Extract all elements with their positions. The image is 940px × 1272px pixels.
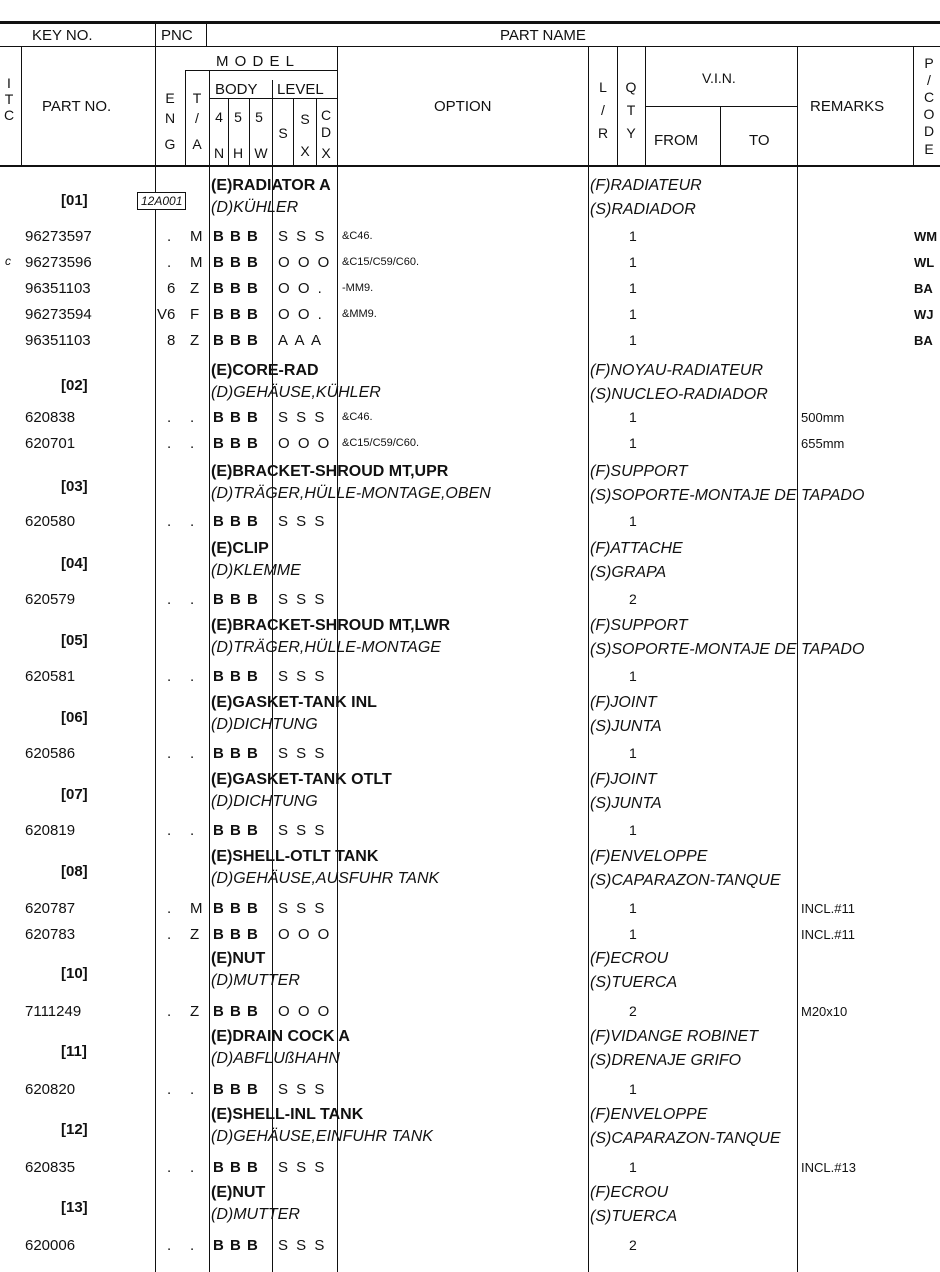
part-name-english: (E)SHELL-INL TANK [211, 1106, 364, 1123]
part-name-german: (D)GEHÄUSE,AUSFUHR TANK [211, 870, 440, 887]
eng-code: . [167, 745, 172, 762]
part-name-french: (F)ATTACHE [590, 540, 683, 557]
header-level-cdx-3: X [321, 145, 331, 161]
body-codes: B B B [213, 280, 259, 297]
part-name-german: (D)KLEMME [211, 562, 301, 579]
remarks: INCL.#13 [801, 1160, 856, 1175]
vline-level-2 [316, 98, 317, 165]
level-codes: S S S [278, 1081, 327, 1098]
ta-code: F [190, 306, 200, 323]
option-code: &C46. [342, 411, 373, 423]
part-name-english: (E)DRAIN COCK A [211, 1028, 350, 1045]
level-codes: S S S [278, 1159, 327, 1176]
header-itc-1: I [7, 75, 11, 91]
part-name-german: (D)TRÄGER,HÜLLE-MONTAGE [211, 639, 441, 656]
p-code: WL [914, 255, 935, 270]
header-vin-from: FROM [654, 132, 699, 149]
vline-vin-remarks [797, 47, 798, 1272]
vline-body-1 [228, 98, 229, 165]
header-vin-to: TO [749, 132, 770, 149]
eng-code: . [167, 926, 172, 943]
remarks: INCL.#11 [801, 901, 855, 916]
eng-code: . [167, 668, 172, 685]
header-part-name: PART NAME [500, 27, 586, 44]
part-name-spanish: (S)DRENAJE GRIFO [590, 1052, 742, 1069]
quantity: 2 [629, 591, 637, 607]
part-name-english: (E)BRACKET-SHROUD MT,LWR [211, 617, 451, 634]
hline-model [185, 70, 337, 71]
quantity: 1 [629, 280, 637, 296]
part-name-spanish: (S)SOPORTE-MONTAJE DE TAPADO [590, 487, 865, 504]
remarks: INCL.#11 [801, 927, 855, 942]
part-number: 620579 [25, 591, 76, 608]
header-pnc: PNC [161, 27, 193, 44]
header-eng-2: N [164, 110, 176, 126]
header-level-s: S [278, 125, 288, 141]
quantity: 1 [629, 1159, 637, 1175]
part-name-english: (E)CLIP [211, 540, 269, 557]
group-key-no: [05] [61, 632, 88, 649]
option-code: &C15/C59/C60. [342, 256, 420, 268]
header-itc-2: T [4, 91, 14, 107]
quantity: 1 [629, 745, 637, 761]
body-codes: B B B [213, 1003, 259, 1020]
quantity: 1 [629, 254, 637, 270]
quantity: 1 [629, 668, 637, 684]
pnc-code-badge: 12A001 [137, 192, 186, 210]
body-codes: B B B [213, 513, 259, 530]
body-codes: B B B [213, 900, 259, 917]
option-code: -MM9. [342, 282, 374, 294]
eng-code: . [167, 1003, 172, 1020]
level-codes: S S S [278, 513, 327, 530]
eng-code: . [167, 228, 172, 245]
header-itc-3: C [3, 107, 15, 123]
header-body-n: N [213, 145, 225, 161]
eng-code: . [167, 254, 172, 271]
group-key-no: [13] [61, 1199, 88, 1216]
vline-option-lr [588, 47, 589, 1272]
group-key-no: [07] [61, 786, 88, 803]
part-name-french: (F)NOYAU-RADIATEUR [590, 362, 764, 379]
part-number: 96351103 [25, 280, 91, 297]
p-code: WM [914, 229, 938, 244]
p-code: BA [914, 333, 933, 348]
vline-itc [21, 47, 22, 165]
quantity: 1 [629, 900, 637, 916]
part-name-german: (D)TRÄGER,HÜLLE-MONTAGE,OBEN [211, 485, 491, 502]
part-number: 620820 [25, 1081, 76, 1098]
part-number: 620580 [25, 513, 76, 530]
quantity: 1 [629, 228, 637, 244]
group-key-no: [10] [61, 965, 88, 982]
part-name-english: (E)NUT [211, 950, 266, 967]
part-name-english: (E)SHELL-OTLT TANK [211, 848, 379, 865]
part-number: 620787 [25, 900, 76, 917]
eng-code: . [167, 1237, 172, 1254]
ta-code: Z [190, 1003, 200, 1020]
ta-code: Z [190, 332, 200, 349]
part-number: 96273596 [25, 254, 92, 271]
header-lr-2: / [601, 102, 605, 118]
body-codes: B B B [213, 254, 259, 271]
part-name-english: (E)RADIATOR A [211, 177, 331, 194]
remarks: 655mm [801, 436, 845, 451]
quantity: 2 [629, 1237, 637, 1253]
eng-code: . [167, 900, 172, 917]
level-codes: S S S [278, 1237, 327, 1254]
vline-body-level [272, 80, 273, 1272]
vline-pnc-left [155, 24, 156, 1272]
header-pcode-4: O [923, 106, 935, 122]
vline-eng-ta [185, 70, 186, 165]
header-pcode-3: C [923, 89, 935, 105]
vline-pnc-right [206, 24, 207, 47]
ta-code: . [190, 1081, 195, 1098]
group-key-no: [11] [61, 1043, 87, 1060]
eng-code: 8 [167, 332, 176, 349]
part-number: 96273594 [25, 306, 92, 323]
top-rule [0, 21, 940, 24]
header-model: M O D E L [216, 53, 296, 70]
part-name-spanish: (S)CAPARAZON-TANQUE [590, 1130, 781, 1147]
part-name-spanish: (S)CAPARAZON-TANQUE [590, 872, 781, 889]
ta-code: . [190, 745, 195, 762]
group-key-no: [08] [61, 863, 88, 880]
header-body: BODY [215, 81, 258, 98]
eng-code: . [167, 1159, 172, 1176]
header-pcode-2: / [927, 72, 931, 88]
vline-level-option [337, 47, 338, 1272]
body-codes: B B B [213, 1081, 259, 1098]
vline-remarks-pcode [913, 47, 914, 165]
part-number: 620838 [25, 409, 76, 426]
level-codes: S S S [278, 409, 327, 426]
itc-marker: c [5, 254, 11, 268]
part-number: 620586 [25, 745, 76, 762]
part-name-german: (D)KÜHLER [211, 199, 299, 216]
part-name-english: (E)BRACKET-SHROUD MT,UPR [211, 463, 449, 480]
header-level-cdx-1: C [320, 107, 332, 123]
body-codes: B B B [213, 332, 259, 349]
remarks: 500mm [801, 410, 845, 425]
body-codes: B B B [213, 668, 259, 685]
header-pcode-6: E [924, 141, 934, 157]
header-qty-2: T [626, 102, 636, 118]
group-key-no: [06] [61, 709, 88, 726]
header-body-h: H [232, 145, 244, 161]
part-name-spanish: (S)TUERCA [590, 1208, 678, 1225]
part-name-spanish: (S)SOPORTE-MONTAJE DE TAPADO [590, 641, 865, 658]
ta-code: . [190, 513, 195, 530]
part-name-german: (D)GEHÄUSE,EINFUHR TANK [211, 1128, 433, 1145]
header-level: LEVEL [277, 81, 324, 98]
part-number: 620783 [25, 926, 76, 943]
part-name-spanish: (S)TUERCA [590, 974, 678, 991]
p-code: WJ [914, 307, 934, 322]
option-code: &C15/C59/C60. [342, 437, 420, 449]
eng-code: . [167, 409, 172, 426]
part-name-spanish: (S)JUNTA [590, 795, 662, 812]
eng-code: . [167, 435, 172, 452]
part-name-french: (F)ECROU [590, 950, 669, 967]
part-name-german: (D)DICHTUNG [211, 716, 318, 733]
part-number: 7111249 [25, 1003, 82, 1020]
quantity: 1 [629, 513, 637, 529]
vline-body-2 [249, 98, 250, 165]
part-name-french: (F)SUPPORT [590, 617, 688, 634]
ta-code: . [190, 668, 195, 685]
header-level-sx-1: S [300, 111, 310, 127]
part-name-english: (E)GASKET-TANK OTLT [211, 771, 392, 788]
ta-code: . [190, 1237, 195, 1254]
header-body-5h: 5 [234, 109, 242, 125]
quantity: 1 [629, 1081, 637, 1097]
header-remarks: REMARKS [810, 98, 885, 115]
quantity: 1 [629, 435, 637, 451]
level-codes: O O O [278, 435, 332, 452]
part-name-english: (E)GASKET-TANK INL [211, 694, 377, 711]
level-codes: O O O [278, 926, 332, 943]
header-bottom-rule [0, 165, 940, 167]
body-codes: B B B [213, 306, 259, 323]
header-key-no: KEY NO. [32, 27, 93, 44]
part-name-french: (F)RADIATEUR [590, 177, 702, 194]
level-codes: O O . [278, 280, 324, 297]
part-name-french: (F)ENVELOPPE [590, 848, 708, 865]
part-name-german: (D)MUTTER [211, 1206, 300, 1223]
part-name-german: (D)DICHTUNG [211, 793, 318, 810]
group-key-no: [03] [61, 478, 88, 495]
header-option: OPTION [434, 98, 492, 115]
option-code: &MM9. [342, 308, 377, 320]
vline-ta-body [209, 70, 210, 1272]
level-codes: S S S [278, 591, 327, 608]
eng-code: V6 [157, 306, 176, 323]
part-number: 620819 [25, 822, 76, 839]
ta-code: Z [190, 926, 200, 943]
group-key-no: [04] [61, 555, 88, 572]
part-name-german: (D)MUTTER [211, 972, 300, 989]
header-qty-3: Y [626, 125, 636, 141]
level-codes: S S S [278, 900, 327, 917]
eng-code: . [167, 513, 172, 530]
vline-level-1 [293, 98, 294, 165]
level-codes: O O . [278, 306, 324, 323]
level-codes: A A A [278, 332, 324, 349]
body-codes: B B B [213, 822, 259, 839]
header-level-sx-2: X [300, 143, 310, 159]
header-ta-1: T [192, 90, 202, 106]
group-key-no: [12] [61, 1121, 88, 1138]
eng-code: . [167, 822, 172, 839]
header-body-4: 4 [215, 109, 223, 125]
quantity: 1 [629, 332, 637, 348]
level-codes: S S S [278, 822, 327, 839]
header-part-no: PART NO. [42, 98, 112, 115]
part-name-french: (F)JOINT [590, 694, 657, 711]
part-number: 96273597 [25, 228, 92, 245]
part-name-french: (F)SUPPORT [590, 463, 688, 480]
header-lr-1: L [599, 79, 607, 95]
quantity: 1 [629, 926, 637, 942]
part-name-spanish: (S)JUNTA [590, 718, 662, 735]
quantity: 1 [629, 306, 637, 322]
ta-code: M [190, 254, 203, 271]
header-qty-1: Q [625, 79, 637, 95]
part-name-spanish: (S)NUCLEO-RADIADOR [590, 386, 768, 403]
quantity: 1 [629, 409, 637, 425]
header-pcode-1: P [924, 55, 934, 71]
header-eng-1: E [165, 90, 175, 106]
header-level-cdx-2: D [320, 124, 332, 140]
header-eng-3: G [164, 136, 176, 152]
header-ta-3: A [192, 136, 202, 152]
ta-code: Z [190, 280, 200, 297]
part-name-english: (E)CORE-RAD [211, 362, 319, 379]
body-codes: B B B [213, 409, 259, 426]
header-body-w: W [254, 145, 268, 161]
level-codes: S S S [278, 668, 327, 685]
body-codes: B B B [213, 745, 259, 762]
part-name-spanish: (S)GRAPA [590, 564, 667, 581]
level-codes: O O O [278, 254, 332, 271]
part-name-french: (F)ENVELOPPE [590, 1106, 708, 1123]
part-name-german: (D)ABFLUßHAHN [211, 1050, 340, 1067]
part-name-french: (F)VIDANGE ROBINET [590, 1028, 759, 1045]
body-codes: B B B [213, 1237, 259, 1254]
body-codes: B B B [213, 591, 259, 608]
header-rule-1 [0, 46, 940, 47]
part-name-french: (F)JOINT [590, 771, 657, 788]
quantity: 1 [629, 822, 637, 838]
level-codes: O O O [278, 1003, 332, 1020]
quantity: 2 [629, 1003, 637, 1019]
header-body-5w: 5 [255, 109, 263, 125]
body-codes: B B B [213, 1159, 259, 1176]
header-vin: V.I.N. [702, 70, 736, 86]
body-codes: B B B [213, 435, 259, 452]
header-lr-3: R [597, 125, 609, 141]
eng-code: 6 [167, 280, 176, 297]
body-codes: B B B [213, 228, 259, 245]
group-key-no: [01] [61, 192, 88, 209]
part-number: 620701 [25, 435, 76, 452]
part-name-german: (D)GEHÄUSE,KÜHLER [211, 384, 381, 401]
vline-vin-mid [720, 106, 721, 165]
header-pcode-5: D [923, 123, 935, 139]
ta-code: M [190, 900, 203, 917]
level-codes: S S S [278, 228, 327, 245]
header-ta-2: / [195, 110, 199, 126]
ta-code: . [190, 435, 195, 452]
eng-code: . [167, 1081, 172, 1098]
part-name-spanish: (S)RADIADOR [590, 201, 696, 218]
vline-lr-qty [617, 47, 618, 165]
ta-code: . [190, 409, 195, 426]
level-codes: S S S [278, 745, 327, 762]
body-codes: B B B [213, 926, 259, 943]
ta-code: . [190, 1159, 195, 1176]
hline-vin [645, 106, 797, 107]
remarks: M20x10 [801, 1004, 848, 1019]
part-number: 620835 [25, 1159, 76, 1176]
group-key-no: [02] [61, 377, 88, 394]
part-number: 620581 [25, 668, 76, 685]
p-code: BA [914, 281, 933, 296]
ta-code: M [190, 228, 203, 245]
ta-code: . [190, 591, 195, 608]
part-name-french: (F)ECROU [590, 1184, 669, 1201]
part-number: 96351103 [25, 332, 91, 349]
ta-code: . [190, 822, 195, 839]
eng-code: . [167, 591, 172, 608]
part-number: 620006 [25, 1237, 76, 1254]
option-code: &C46. [342, 230, 373, 242]
part-name-english: (E)NUT [211, 1184, 266, 1201]
